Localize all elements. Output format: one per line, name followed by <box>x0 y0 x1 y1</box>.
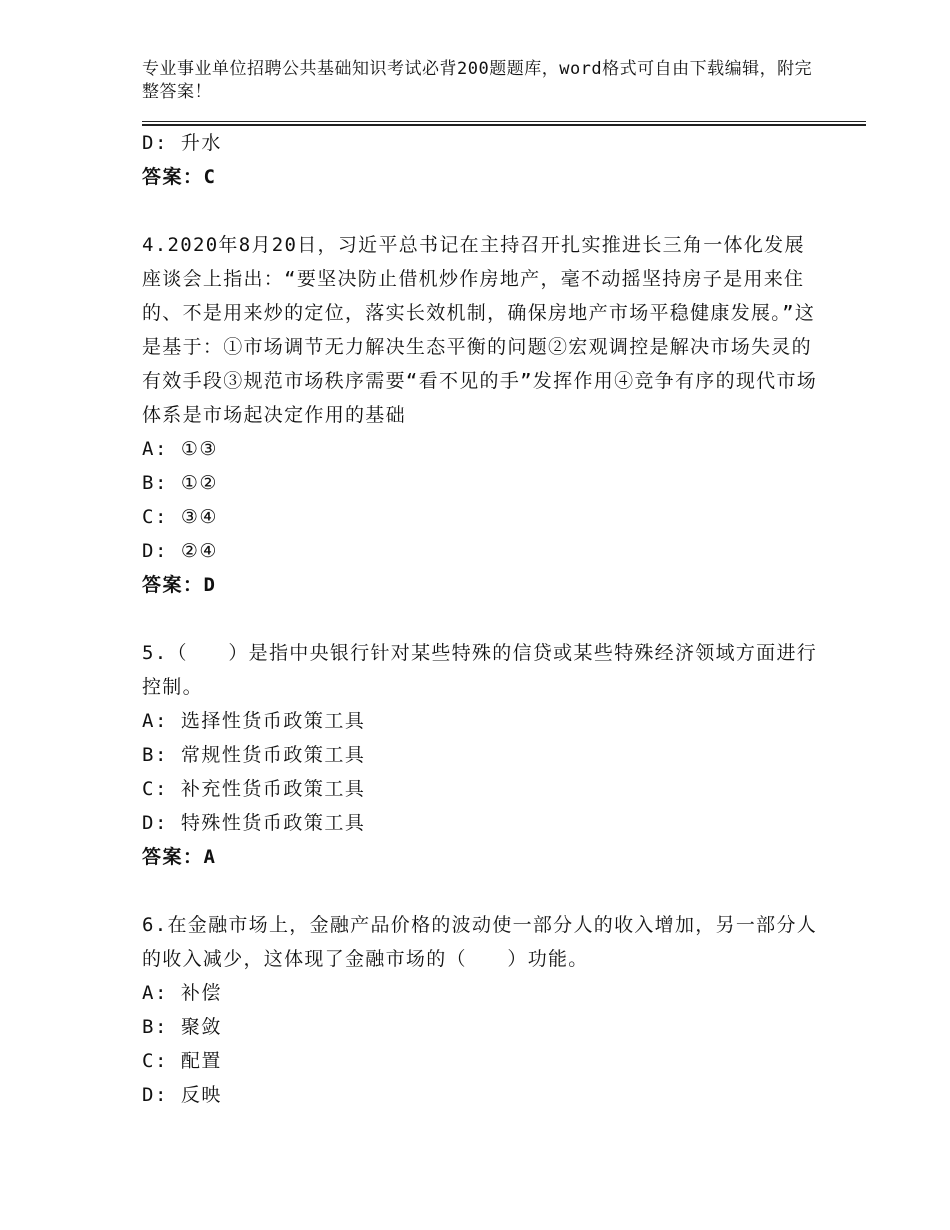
prev-answer: 答案：C <box>142 166 217 188</box>
option-b: B: ①② <box>142 472 218 494</box>
option-b: B: 常规性货币政策工具 <box>142 744 366 766</box>
option-c: C: 补充性货币政策工具 <box>142 778 366 800</box>
question-5 <box>142 636 822 874</box>
header-divider <box>142 121 866 122</box>
option-d: D: 特殊性货币政策工具 <box>142 812 366 834</box>
question-6 <box>142 908 822 1112</box>
question-stem: 4.2020年8月20日，习近平总书记在主持召开扎实推进长三角一体化发展座谈会上指出：“要坚决防止借机炒作房地产，毫不动摇坚持房子是用来住的、不是用来炒的定位，落实长效机制，确保房地产市场平稳健康发展。”这是基于：①市场调节无力解决生态平衡的问题②宏观调控是解决市场失灵的有效手段③规范市场秩序需要“看不见的手”发挥作用④竞争有序的现代市场体系是市场起决定作用的基础 <box>142 234 818 426</box>
question-stem: 5.（ ）是指中央银行针对某些特殊的信贷或某些特殊经济领域方面进行控制。 <box>142 642 818 698</box>
answer: 答案：A <box>142 846 217 868</box>
spacer <box>142 194 822 228</box>
option-c: C: 配置 <box>142 1050 222 1072</box>
option-b: B: 聚敛 <box>142 1016 222 1038</box>
option-d: D: 反映 <box>142 1084 222 1106</box>
page-header: 专业事业单位招聘公共基础知识考试必背200题题库，word格式可自由下载编辑，附完整答案！ <box>142 59 813 102</box>
option-d: D: ②④ <box>142 540 218 562</box>
option-c: C: ③④ <box>142 506 218 528</box>
prev-option-d: D: 升水 <box>142 132 222 154</box>
question-stem: 6.在金融市场上，金融产品价格的波动使一部分人的收入增加，另一部分人的收入减少，这体现了金融市场的（ ）功能。 <box>142 914 818 970</box>
question-content <box>142 126 822 1112</box>
question-4 <box>142 228 822 602</box>
option-a: A: 选择性货币政策工具 <box>142 710 366 732</box>
spacer <box>142 602 822 636</box>
option-a: A: ①③ <box>142 438 218 460</box>
option-a: A: 补偿 <box>142 982 222 1004</box>
answer: 答案：D <box>142 574 217 596</box>
spacer <box>142 874 822 908</box>
